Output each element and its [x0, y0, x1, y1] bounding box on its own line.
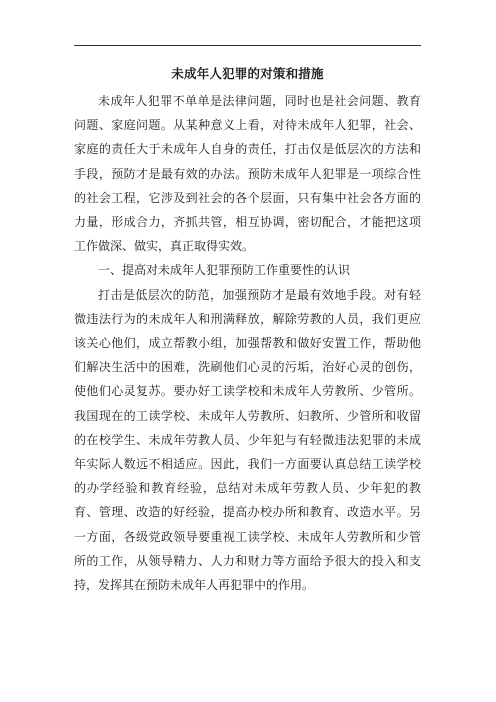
- document-body: [74, 89, 421, 597]
- paragraph-section-1: 打击是低层次的防范，加强预防才是最有效地手段。对有轻微违法行为的未成年人和刑满释放，解除劳教的人员，我们更应该关心他们，成立帮教小组，加强帮教和做好安置工作，帮助他们解决生活中的困难，洗刷他们心灵的污垢，治好心灵的创伤，使他们心灵复苏。要办好工读学校和未成年人劳教所、少管所。我国现在的工读学校、未成年人劳教所、妇教所、少管所和收留的在校学生、未成年劳教人员、少年犯与有轻微违法犯罪的未成年实际人数远不相适应。因此，我们一方面要认真总结工读学校的办学经验和教育经验，总结对未成年劳教人员、少年犯的教育、管理、改造的好经验，提高办校办所和教育、改造水平。另一方面，各级党政领导要重视工读学校、未成年人劳教所和少管所的工作，从领导精力、人力和财力等方面给予很大的投入和支持，发挥其在预防未成年人再犯罪中的作用。: [74, 287, 421, 593]
- header-rule: [74, 45, 421, 46]
- document-title: 未成年人犯罪的对策和措施: [171, 66, 324, 81]
- paragraph-intro: 未成年人犯罪不单单是法律问题，同时也是社会问题、教育问题、家庭问题。从某种意义上看，对待未成年人犯罪，社会、家庭的责任大于未成年人自身的责任，打击仅是低层次的方法和手段，预防才是最有效的办法。预防未成年人犯罪是一项综合性的社会工程，它涉及到社会的各个层面，只有集中社会各方面的力量，形成合力，齐抓共管，相互协调，密切配合，才能把这项工作做深、做实，真正取得实效。: [74, 94, 421, 254]
- section-heading-1: 一、提高对未成年人犯罪预防工作重要性的认识: [98, 263, 351, 278]
